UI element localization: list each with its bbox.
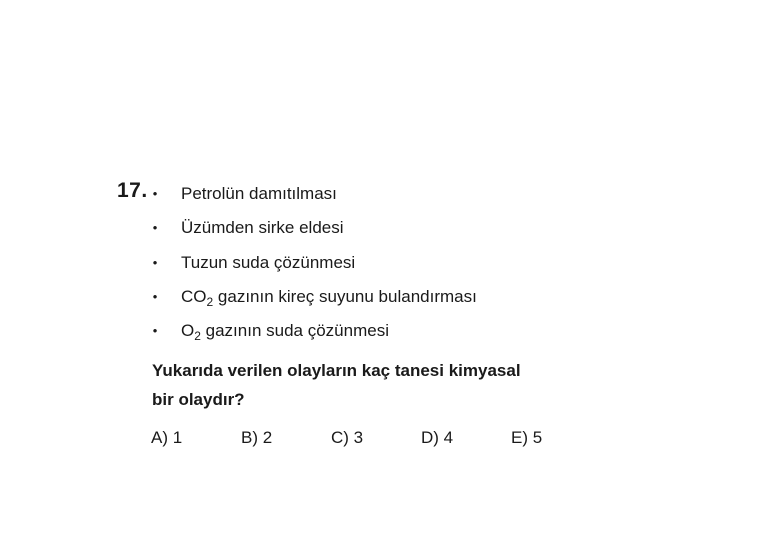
item-text	[181, 318, 389, 344]
bullet-icon: •	[152, 255, 158, 270]
option-d[interactable]: D) 4	[421, 428, 454, 447]
item-rest: gazının kireç suyunu bulandırması	[213, 287, 477, 306]
item-text	[181, 284, 477, 310]
option-c[interactable]: C) 3	[331, 428, 364, 447]
bullet-icon: •	[152, 220, 158, 235]
formula-subscript: 2	[194, 329, 201, 343]
item-text: Üzümden sirke eldesi	[181, 218, 344, 237]
item-rest: gazının suda çözünmesi	[200, 321, 389, 340]
bullet-icon: •	[152, 186, 158, 201]
option-b[interactable]: B) 2	[241, 428, 273, 447]
formula-base: CO	[181, 287, 207, 306]
question-number: 17.	[117, 179, 148, 202]
option-e[interactable]: E) 5	[511, 428, 543, 447]
item-text: Tuzun suda çözünmesi	[181, 253, 356, 272]
question-prompt	[152, 356, 592, 414]
bullet-icon: •	[152, 289, 158, 304]
option-a[interactable]: A) 1	[151, 428, 183, 447]
formula-subscript: 2	[206, 295, 214, 309]
item-text: Petrolün damıtılması	[181, 184, 337, 203]
prompt-line: Yukarıda verilen olayların kaç tanesi kimyasal	[152, 361, 521, 380]
formula-base: O	[181, 321, 195, 340]
prompt-line: bir olaydır?	[152, 390, 245, 409]
bullet-icon: •	[152, 323, 158, 338]
